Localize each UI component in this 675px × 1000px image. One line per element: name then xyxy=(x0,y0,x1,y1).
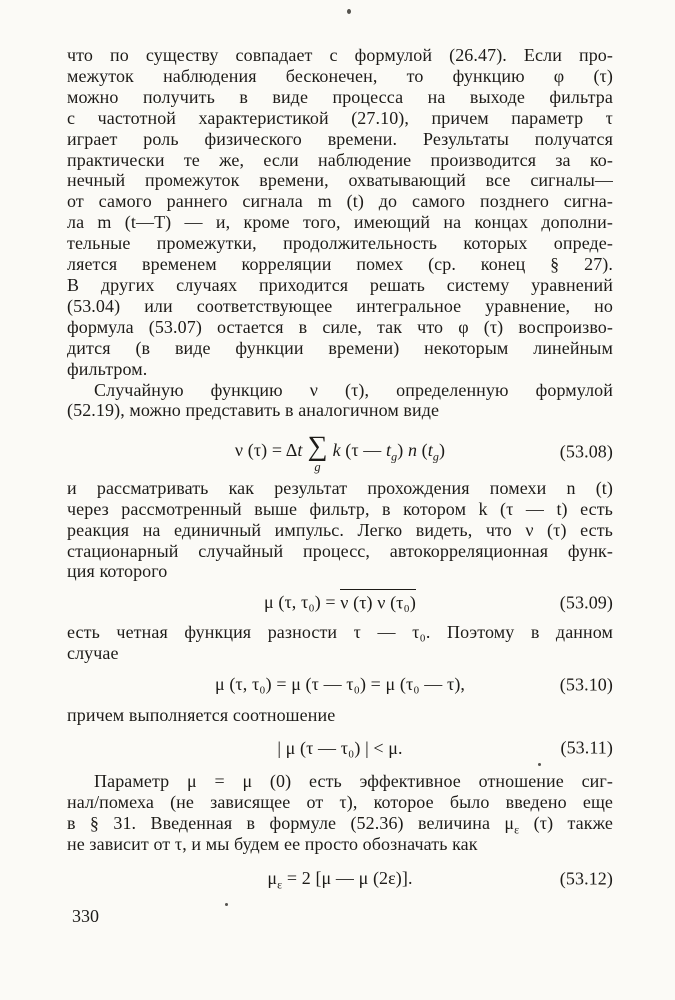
equation-number: (53.11) xyxy=(560,737,613,758)
text-line: межуток наблюдения бесконечен, то функцию φ (τ) xyxy=(67,65,613,86)
text-line: (53.04) или соответствующее интегральное уравнение, но xyxy=(67,295,613,316)
equation-number: (53.10) xyxy=(559,674,613,695)
paragraph-6 xyxy=(67,771,613,855)
text-line: не зависит от τ, и мы будем ее просто обозначать как xyxy=(67,833,478,854)
text-line: причем выполняется соотношение xyxy=(67,704,336,725)
text-line: через рассмотренный выше фильтр, в котором k (τ — t) есть xyxy=(67,498,613,519)
paragraph-3 xyxy=(67,478,613,583)
text-line: практически те же, если наблюдение производится за ко- xyxy=(67,149,613,170)
text-line: играет роль физического времени. Результаты получатся xyxy=(67,128,613,149)
text-line: в § 31. Введенная в формуле (52.36) величина $\mu_\varepsilon$ (τ) также xyxy=(67,812,613,837)
text-line: В других случаях приходится решать систему уравнений xyxy=(67,274,613,295)
equation-number: (53.09) xyxy=(559,592,613,613)
equation-body: μ (τ, τ₀) = ν (τ) ν (τ₀) xyxy=(264,589,416,613)
equation-body: ν (τ) = Δt ∑ g k (τ — $t_g$) n $(t_g)$ xyxy=(234,431,446,475)
summation-symbol: ∑ g xyxy=(307,431,328,475)
text-line: от самого раннего сигнала m (t) до самого позднего сигна- xyxy=(67,191,613,212)
text-line: можно получить в виде процесса на выходе фильтра xyxy=(67,86,613,107)
text-line: тельные промежутки, продолжительность которых опреде- xyxy=(67,233,613,254)
equation-body: μ (τ, τ₀) = μ (τ — τ₀) = μ (τ₀ — τ), xyxy=(214,674,466,695)
equation-53-12 xyxy=(67,868,613,892)
equation-number: (53.08) xyxy=(559,441,613,462)
text-line: нечный промежуток времени, охватывающий все сигналы— xyxy=(67,170,613,191)
text-line: нал/помеха (не зависящее от τ), которое было введено еще xyxy=(67,791,613,812)
text-line: стационарный случайный процесс, автокорреляционная функ- xyxy=(67,540,613,561)
page-content xyxy=(67,45,613,892)
text-line: ция которого xyxy=(67,561,168,582)
paragraph-2 xyxy=(67,380,613,422)
text-line: (52.19), можно представить в аналогичном виде xyxy=(67,400,440,421)
equation-number: (53.12) xyxy=(559,868,613,889)
text-line: Случайную функцию ν (τ), определенную формулой xyxy=(94,379,613,400)
text-line: фильтром. xyxy=(67,358,148,379)
scan-speck xyxy=(347,9,351,14)
text-line: с частотной характеристикой (27.10), причем параметр τ xyxy=(67,107,613,128)
equation-53-08 xyxy=(67,431,613,475)
scan-speck xyxy=(225,903,228,906)
text-line: что по существу совпадает с формулой (26.47). Если про- xyxy=(67,45,613,65)
text-line: Параметр μ = μ (0) есть эффективное отношение сиг- xyxy=(94,770,613,791)
paragraph-4 xyxy=(67,622,613,664)
text-line: случае xyxy=(67,643,119,664)
overline-expression: ν (τ) ν (τ₀) xyxy=(340,589,416,613)
equation-53-09 xyxy=(67,592,613,613)
text-line: дится (в виде функции времени) некоторым линейным xyxy=(67,337,613,358)
text-line: ляется временем корреляции помех (ср. конец § 27). xyxy=(67,254,613,275)
text-line: реакция на единичный импульс. Легко видеть, что ν (τ) есть xyxy=(67,519,613,540)
text-line: есть четная функция разности τ — τ₀. Поэтому в данном xyxy=(67,622,613,643)
paragraph-5 xyxy=(67,705,613,726)
equation-body: | μ (τ — τ₀) | < μ. xyxy=(277,737,403,758)
equation-53-10 xyxy=(67,674,613,695)
text-line: ла m (t—T) — и, кроме того, имеющий на концах дополни- xyxy=(67,212,613,233)
equation-body: $\mu_\varepsilon = 2$ [μ — μ (2ε)]. xyxy=(267,868,413,892)
equation-53-11 xyxy=(67,738,613,759)
page-number: 330 xyxy=(72,906,99,926)
text-line: и рассматривать как результат прохождения помехи n (t) xyxy=(67,477,613,498)
text-line: формула (53.07) остается в силе, так что φ (τ) воспроизво- xyxy=(67,316,613,337)
paragraph-1 xyxy=(67,45,613,380)
